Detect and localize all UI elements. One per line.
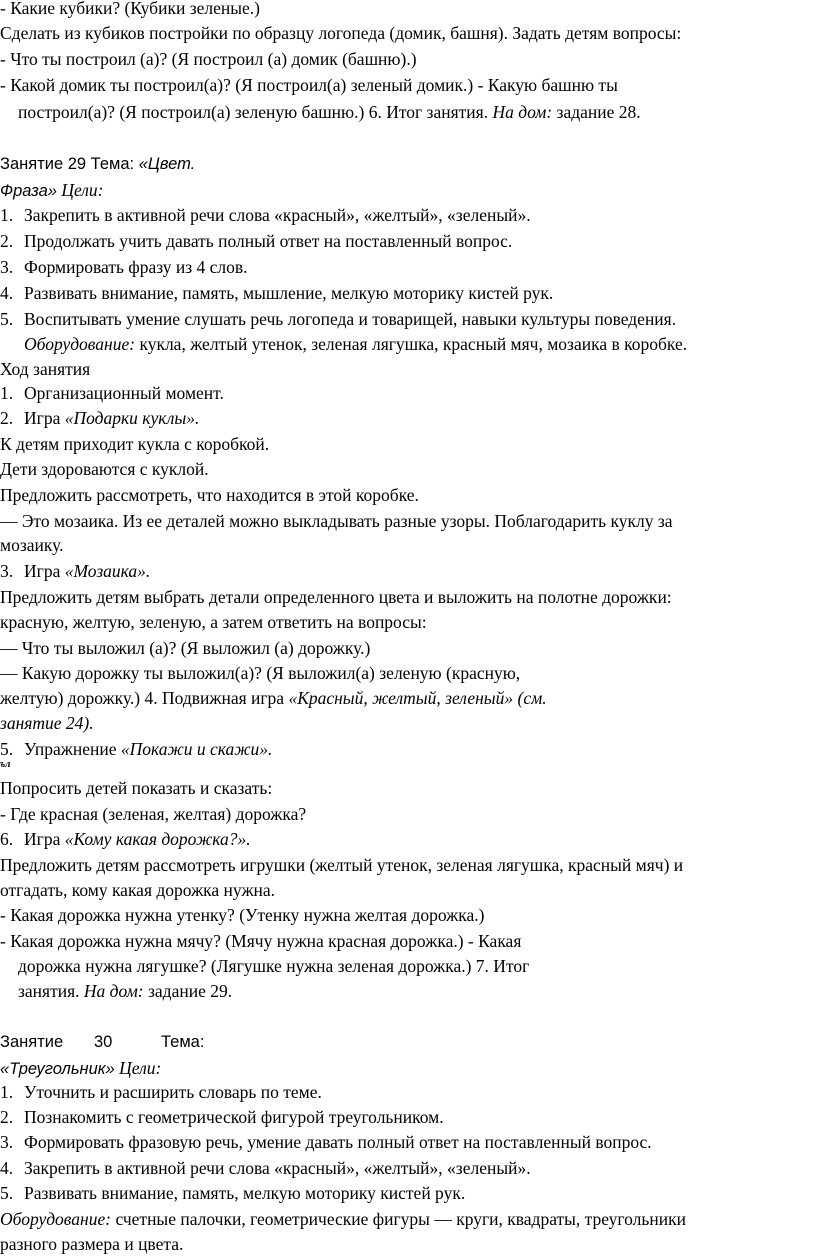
text-line [0,1207,686,1231]
text-line [0,533,64,557]
line-text: - Какая дорожка нужна мячу? (Мячу нужна красная дорожка.) - Какая [0,931,522,951]
list-text: Игра [24,561,65,581]
line-text: задание 29. [143,981,233,1001]
line-text: Дети здороваются с куклой. [0,459,209,479]
list-text: Организационный момент. [24,383,224,403]
line-text: — Что ты выложил (а)? (Я выложил (а) дорожку.) [0,638,371,658]
text-line [0,585,672,609]
equipment-label: Оборудование: [0,1209,112,1229]
list-item [0,203,531,227]
list-marker: 1. [0,383,14,403]
equipment-label: Оборудование: [24,334,136,354]
list-text: Игра [24,829,65,849]
heading-topic: Фраза» [0,182,57,200]
list-text: Формировать фразовую речь, умение давать полный ответ на поставленный вопрос. [24,1132,652,1152]
text-line [0,73,618,97]
line-text: отгадать, кому какая дорожка нужна. [0,880,276,900]
list-marker: 3. [0,257,14,277]
line-text: - Что ты построил (а)? (Я построил (а) домик (башню).) [0,49,417,69]
line-text: дорожка нужна лягушке? (Лягушке нужна зеленая дорожка.) 7. Итог [18,956,530,976]
text-line [0,357,90,381]
game-title: «Кому какая дорожка?». [64,829,251,849]
game-title: «Подарки куклы». [64,408,200,428]
list-item [0,1130,652,1154]
list-item [0,1181,465,1205]
text-line [0,47,417,71]
list-text: Уточнить и расширить словарь по теме. [24,1082,322,1102]
line-text: разного размера и цвета. [0,1234,184,1254]
text-line [0,636,370,660]
line-text: Ход занятия [0,359,91,379]
list-marker: 3. [0,561,14,581]
list-marker: 1. [0,205,14,225]
list-text: Познакомить с геометрической фигурой треугольником. [24,1107,444,1127]
list-marker: 4. [0,1158,14,1178]
list-item [0,1156,531,1180]
line-text: занятия. [18,981,84,1001]
list-text: Игра [24,408,65,428]
line-text: Предложить детям рассмотреть игрушки (желтый утенок, зеленая лягушка, красный мяч) и [0,855,684,875]
heading-topic: «Треугольник» [0,1060,115,1078]
line-text: построил(а)? (Я построил(а) зеленую башню.) 6. Итог занятия. [18,102,493,122]
text-line [0,0,260,20]
heading-number: 30 [94,1033,113,1051]
list-item [0,559,150,583]
text-line [18,954,529,978]
heading-topic: «Цвет. [138,155,196,173]
line-text: красную, желтую, зеленую, а затем ответить на вопросы: [0,612,427,632]
list-marker: 5. [0,739,14,759]
text-line [0,1056,161,1081]
game-title: занятие 24). [0,713,94,733]
text-line [0,1232,183,1256]
line-text: Сделать из кубиков постройки по образцу логопеда (домик, башня). Задать детям вопросы: [0,23,682,43]
text-line [0,178,104,203]
list-item [0,827,251,851]
text-line [0,853,683,877]
line-text: желтую) дорожку.) 4. Подвижная игра [0,688,289,708]
text-line [0,929,521,953]
game-title: «Покажи и скажи». [120,739,273,759]
list-item [0,737,272,761]
heading-text: Тема: [161,1033,205,1051]
list-item [0,406,199,430]
line-text: Попросить детей показать и сказать: [0,778,273,798]
stray-mark [0,758,10,772]
line-text: — Какую дорожку ты выложил(а)? (Я выложил(а) зеленую (красную, [0,663,521,683]
list-marker: 2. [0,408,14,428]
homework-label: На дом: [83,981,144,1001]
text-line [0,802,306,826]
text-line [0,457,209,481]
list-item [0,381,224,405]
text-line [0,711,94,735]
list-text: Развивать внимание, память, мелкую моторику кистей рук. [24,1183,466,1203]
text-line [0,610,427,634]
list-item [0,1105,444,1129]
text-line [18,100,641,124]
list-marker: 4. [0,283,14,303]
list-item [0,1080,322,1104]
list-marker: 5. [0,1183,14,1203]
text-line [0,509,673,533]
list-marker: 1. [0,1082,14,1102]
list-text: Упражнение [24,739,121,759]
line-text: - Какая дорожка нужна утенку? (Утенку нужна желтая дорожка.) [0,905,485,925]
line-text: задание 28. [552,102,641,122]
line-text: - Какие кубики? (Кубики зеленые.) [0,0,260,18]
homework-label: На дом: [492,102,553,122]
list-item [0,281,553,305]
goals-label: Цели: [56,180,104,200]
text-line [0,878,275,902]
text-line [0,483,419,507]
lesson-29-heading [0,152,195,176]
text-line [24,332,687,356]
line-text: мозаику. [0,535,64,555]
line-text: счетные палочки, геометрические фигуры — круги, квадраты, треугольники [111,1209,686,1229]
line-text: — Это мозаика. Из ее деталей можно выкладывать разные узоры. Поблагодарить куклу за [0,511,673,531]
list-text: Развивать внимание, память, мышление, мелкую моторику кистей рук. [24,283,554,303]
line-text: Предложить рассмотреть, что находится в этой коробке. [0,485,419,505]
text-line [0,903,484,927]
text-line [0,21,681,45]
list-item [0,229,512,253]
line-text: К детям приходит кукла с коробкой. [0,434,270,454]
line-text: Предложить детям выбрать детали определенного цвета и выложить на полотне дорожки: [0,587,672,607]
text-line [0,661,520,685]
goals-label: Цели: [114,1058,162,1078]
text-line [0,686,547,710]
line-text: кукла, желтый утенок, зеленая лягушка, красный мяч, мозаика в коробке. [135,334,688,354]
text-line [0,776,272,800]
game-title: «Мозаика». [64,561,151,581]
list-item [0,307,676,331]
list-text: Закрепить в активной речи слова «красный», «желтый», «зеленый». [24,205,531,225]
heading-text: Занятие [0,1033,64,1051]
lesson-30-heading [0,1030,204,1054]
list-marker: 3. [0,1132,14,1152]
list-text: Формировать фразу из 4 слов. [24,257,248,277]
list-marker: 2. [0,231,14,251]
game-title: «Красный, желтый, зеленый» (см. [288,688,547,708]
list-item [0,255,248,279]
list-text: Закрепить в активной речи слова «красный», «желтый», «зеленый». [24,1158,531,1178]
list-marker: 5. [0,309,14,329]
heading-text: Занятие 29 Тема: [0,155,139,173]
line-text: ъл [0,759,11,770]
list-text: Продолжать учить давать полный ответ на поставленный вопрос. [24,231,513,251]
list-marker: 6. [0,829,14,849]
list-marker: 2. [0,1107,14,1127]
text-line [0,432,269,456]
text-line [18,979,232,1003]
list-text: Воспитывать умение слушать речь логопеда и товарищей, навыки культуры поведения. [24,309,677,329]
line-text: - Какой домик ты построил(а)? (Я построил(а) зеленый домик.) - Какую башню ты [0,75,618,95]
line-text: - Где красная (зеленая, желтая) дорожка? [0,804,307,824]
